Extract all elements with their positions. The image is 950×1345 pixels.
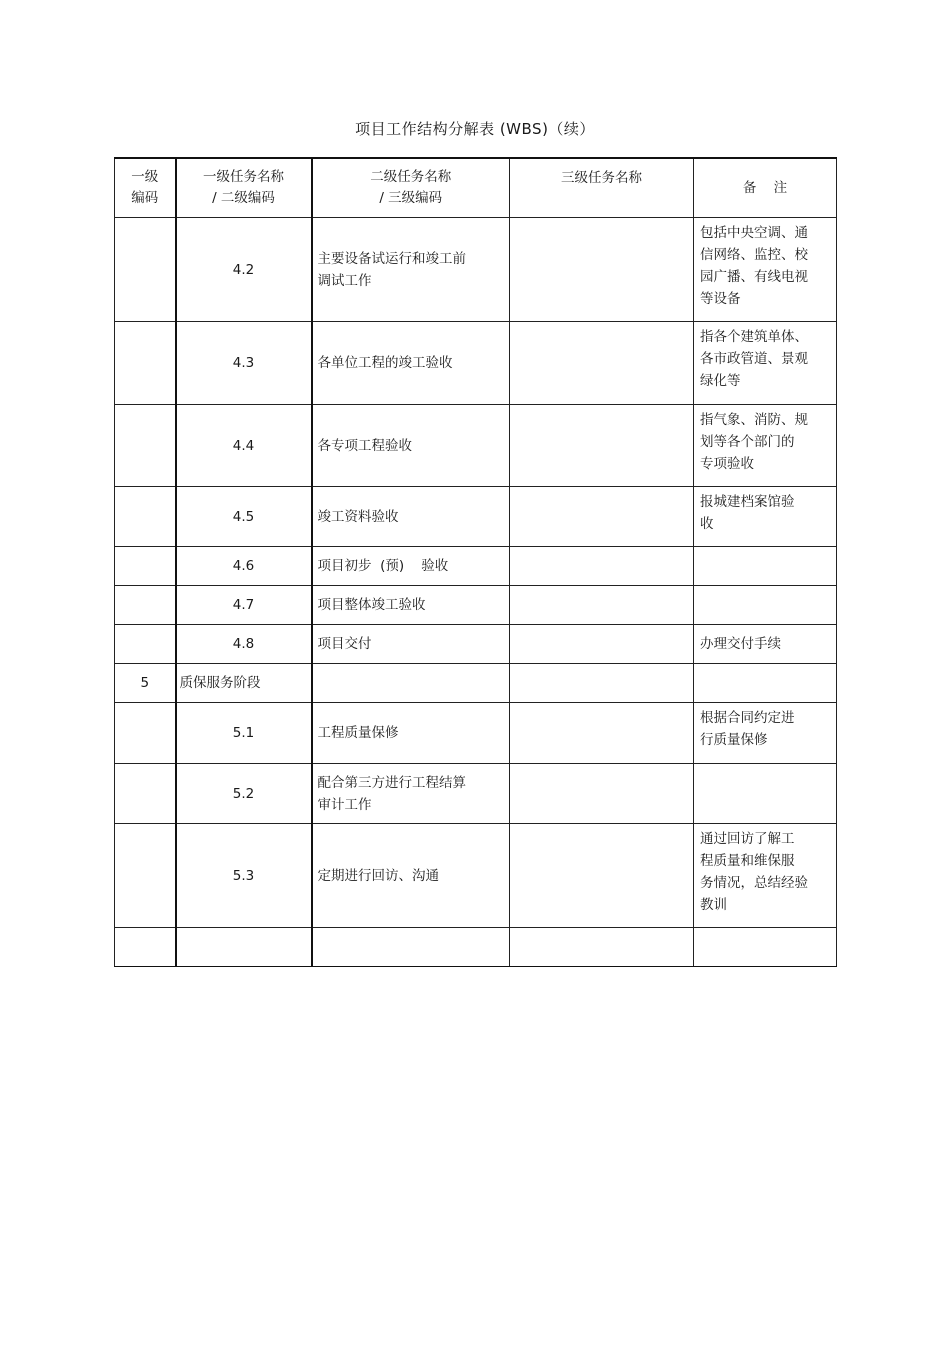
level1-code — [115, 405, 176, 487]
level3-task — [510, 322, 694, 405]
task-name: 竣工资料验收 — [312, 487, 510, 547]
level2-code: 4.5 — [176, 487, 312, 547]
level3-task — [510, 625, 694, 664]
task-name: 项目交付 — [312, 625, 510, 664]
table-row — [115, 764, 837, 824]
table-header-row — [115, 158, 837, 218]
header-level2-task: 二级任务名称 / 三级编码 — [312, 158, 510, 218]
task-name: 配合第三方进行工程结算 审计工作 — [312, 764, 510, 824]
level3-task — [510, 586, 694, 625]
task-name: 项目整体竣工验收 — [312, 586, 510, 625]
level3-task — [510, 824, 694, 928]
remark: 报城建档案馆验 收 — [694, 487, 837, 547]
task-name — [312, 664, 510, 703]
level1-code — [115, 625, 176, 664]
table-row — [115, 664, 837, 703]
remark — [694, 547, 837, 586]
level3-task — [510, 703, 694, 764]
level1-code — [115, 703, 176, 764]
level2-code: 4.2 — [176, 218, 312, 322]
task-name: 项目初步 (预) 验收 — [312, 547, 510, 586]
level2-code: 4.8 — [176, 625, 312, 664]
level1-task-name: 质保服务阶段 — [176, 664, 312, 703]
task-name: 工程质量保修 — [312, 703, 510, 764]
table-row — [115, 703, 837, 764]
level2-code: 4.3 — [176, 322, 312, 405]
task-name: 定期进行回访、沟通 — [312, 824, 510, 928]
remark: 指气象、消防、规 划等各个部门的 专项验收 — [694, 405, 837, 487]
header-remarks: 备 注 — [694, 158, 837, 218]
remark: 指各个建筑单体、 各市政管道、景观 绿化等 — [694, 322, 837, 405]
table-row — [115, 487, 837, 547]
remark — [694, 586, 837, 625]
level3-task — [510, 664, 694, 703]
table-row — [115, 586, 837, 625]
level1-code: 5 — [115, 664, 176, 703]
remark — [694, 664, 837, 703]
level2-code: 5.3 — [176, 824, 312, 928]
table-row — [115, 625, 837, 664]
level1-code — [115, 586, 176, 625]
remark: 根据合同约定进 行质量保修 — [694, 703, 837, 764]
level2-code: 4.6 — [176, 547, 312, 586]
page-title: 项目工作结构分解表 (WBS)（续） — [355, 120, 595, 138]
level2-code: 5.1 — [176, 703, 312, 764]
task-name: 各单位工程的竣工验收 — [312, 322, 510, 405]
level3-task — [510, 764, 694, 824]
level3-task — [510, 547, 694, 586]
task-name: 各专项工程验收 — [312, 405, 510, 487]
remark — [694, 928, 837, 967]
remark — [694, 764, 837, 824]
level3-task — [510, 487, 694, 547]
level1-code — [115, 487, 176, 547]
task-name — [312, 928, 510, 967]
level3-task — [510, 405, 694, 487]
level1-code — [115, 824, 176, 928]
level2-code: 4.7 — [176, 586, 312, 625]
table-row — [115, 218, 837, 322]
table-row — [115, 405, 837, 487]
table-row — [115, 928, 837, 967]
level2-code — [176, 928, 312, 967]
level1-code — [115, 218, 176, 322]
level3-task — [510, 218, 694, 322]
remark: 办理交付手续 — [694, 625, 837, 664]
level2-code: 4.4 — [176, 405, 312, 487]
level2-code: 5.2 — [176, 764, 312, 824]
table-row — [115, 547, 837, 586]
remark: 包括中央空调、通 信网络、监控、校 园广播、有线电视 等设备 — [694, 218, 837, 322]
level3-task — [510, 928, 694, 967]
level1-code — [115, 928, 176, 967]
level1-code — [115, 322, 176, 405]
wbs-table — [114, 157, 837, 967]
level1-code — [115, 764, 176, 824]
table-row — [115, 322, 837, 405]
level1-code — [115, 547, 176, 586]
header-level1-task: 一级任务名称 / 二级编码 — [176, 158, 312, 218]
task-name: 主要设备试运行和竣工前 调试工作 — [312, 218, 510, 322]
table-row — [115, 824, 837, 928]
header-level1-code: 一级 编码 — [115, 158, 176, 218]
remark: 通过回访了解工 程质量和维保服 务情况，总结经验 教训 — [694, 824, 837, 928]
header-level3-task: 三级任务名称 — [510, 158, 694, 218]
